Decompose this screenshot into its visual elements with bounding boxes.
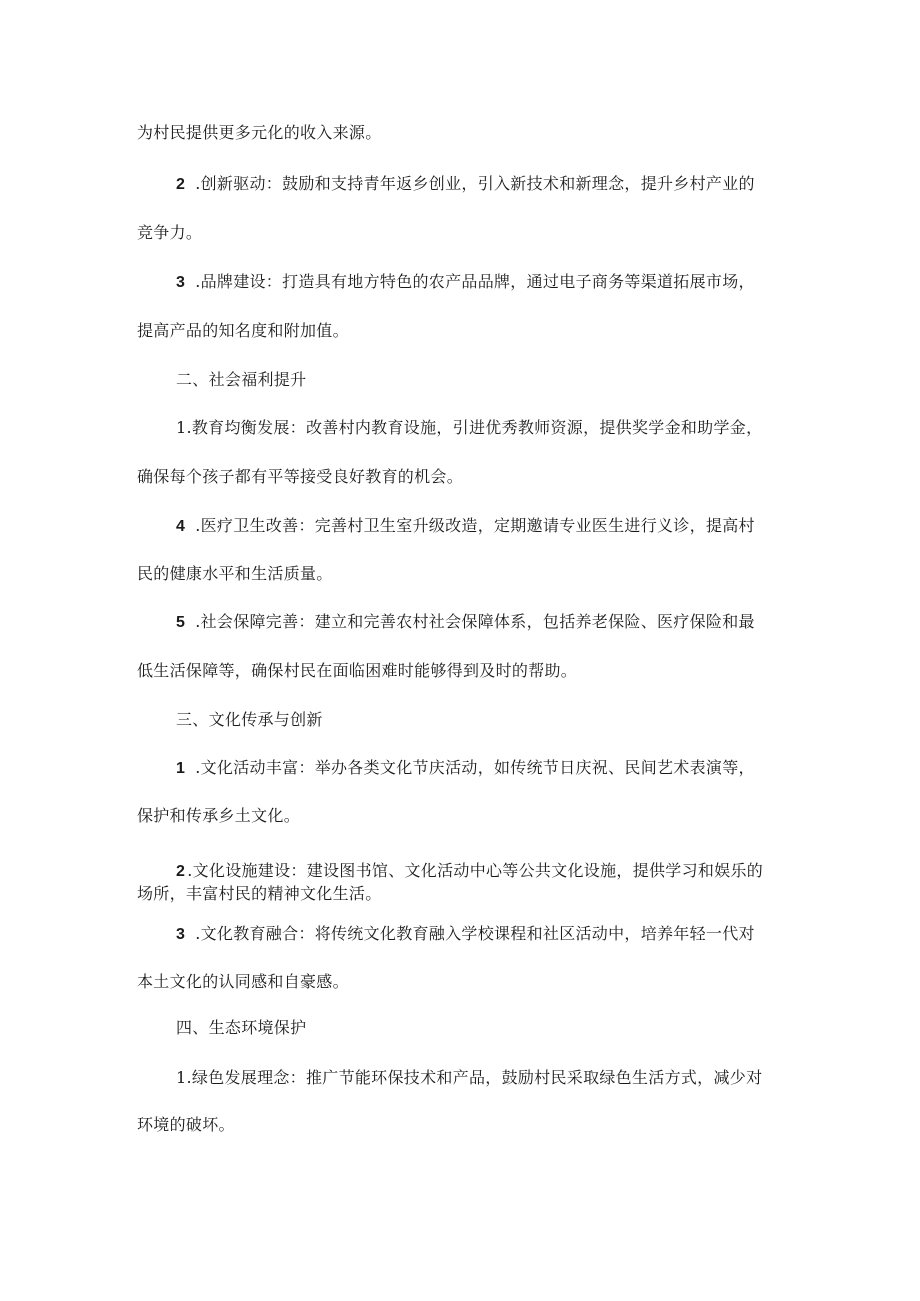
paragraph-line	[137, 972, 349, 992]
heading-text: 四、生态环境保护	[176, 1018, 307, 1037]
line-text: .创新驱动：鼓励和支持青年返乡创业，引入新技术和新理念，提升乡村产业的	[195, 174, 755, 193]
list-item-line	[176, 861, 763, 882]
line-text: 低生活保障等，确保村民在面临困难时能够得到及时的帮助。	[137, 661, 578, 680]
line-text: 为村民提供更多元化的收入来源。	[137, 123, 382, 142]
paragraph-line	[137, 467, 463, 487]
line-text: 本土文化的认同感和自豪感。	[137, 972, 349, 991]
list-item-line	[176, 1068, 762, 1088]
line-text: 场所，丰富村民的精神文化生活。	[137, 884, 382, 903]
list-item-line	[176, 758, 755, 779]
paragraph-line	[137, 321, 349, 341]
paragraph-line	[137, 564, 333, 584]
item-number: 3	[176, 274, 186, 291]
line-text: .文化教育融合：将传统文化教育融入学校课程和社区活动中，培养年轻一代对	[195, 924, 755, 943]
line-text: 民的健康水平和生活质量。	[137, 564, 333, 583]
list-item-line	[176, 418, 762, 438]
line-text: 1.绿色发展理念：推广节能环保技术和产品，鼓励村民采取绿色生活方式，减少对	[176, 1068, 763, 1087]
item-number: 2	[176, 176, 186, 193]
item-number: 2	[176, 863, 186, 880]
list-item-line	[176, 612, 755, 633]
line-text: 提高产品的知名度和附加值。	[137, 321, 349, 340]
item-number: 1	[176, 760, 186, 777]
paragraph-line	[137, 884, 382, 904]
paragraph-line	[137, 661, 577, 681]
paragraph-line	[137, 806, 300, 826]
line-text: .文化活动丰富：举办各类文化节庆活动，如传统节日庆祝、民间艺术表演等，	[195, 758, 755, 777]
line-text: 环境的破坏。	[137, 1115, 235, 1134]
line-text: 确保每个孩子都有平等接受良好教育的机会。	[137, 467, 464, 486]
line-text: 竞争力。	[137, 223, 203, 242]
section-heading	[176, 370, 306, 390]
line-text: .社会保障完善：建立和完善农村社会保障体系，包括养老保险、医疗保险和最	[195, 612, 755, 631]
heading-text: 三、文化传承与创新	[176, 710, 323, 729]
list-item-line	[176, 272, 755, 293]
list-item-line	[176, 924, 755, 945]
paragraph-line	[137, 123, 382, 143]
item-number: 5	[176, 614, 186, 631]
list-item-line	[176, 516, 755, 537]
paragraph-line	[137, 1115, 235, 1135]
line-text: .文化设施建设：建设图书馆、文化活动中心等公共文化设施，提供学习和娱乐的	[187, 861, 764, 880]
paragraph-line	[137, 223, 202, 243]
section-heading	[176, 1018, 306, 1038]
line-text: .品牌建设：打造具有地方特色的农产品品牌，通过电子商务等渠道拓展市场，	[195, 272, 755, 291]
line-text: 1.教育均衡发展：改善村内教育设施，引进优秀教师资源，提供奖学金和助学金，	[176, 418, 763, 437]
item-number: 3	[176, 926, 186, 943]
list-item-line	[176, 174, 755, 195]
item-number: 4	[176, 518, 186, 535]
heading-text: 二、社会福利提升	[176, 370, 307, 389]
line-text: 保护和传承乡土文化。	[137, 806, 301, 825]
line-text: .医疗卫生改善：完善村卫生室升级改造，定期邀请专业医生进行义诊，提高村	[195, 516, 755, 535]
section-heading	[176, 710, 323, 730]
